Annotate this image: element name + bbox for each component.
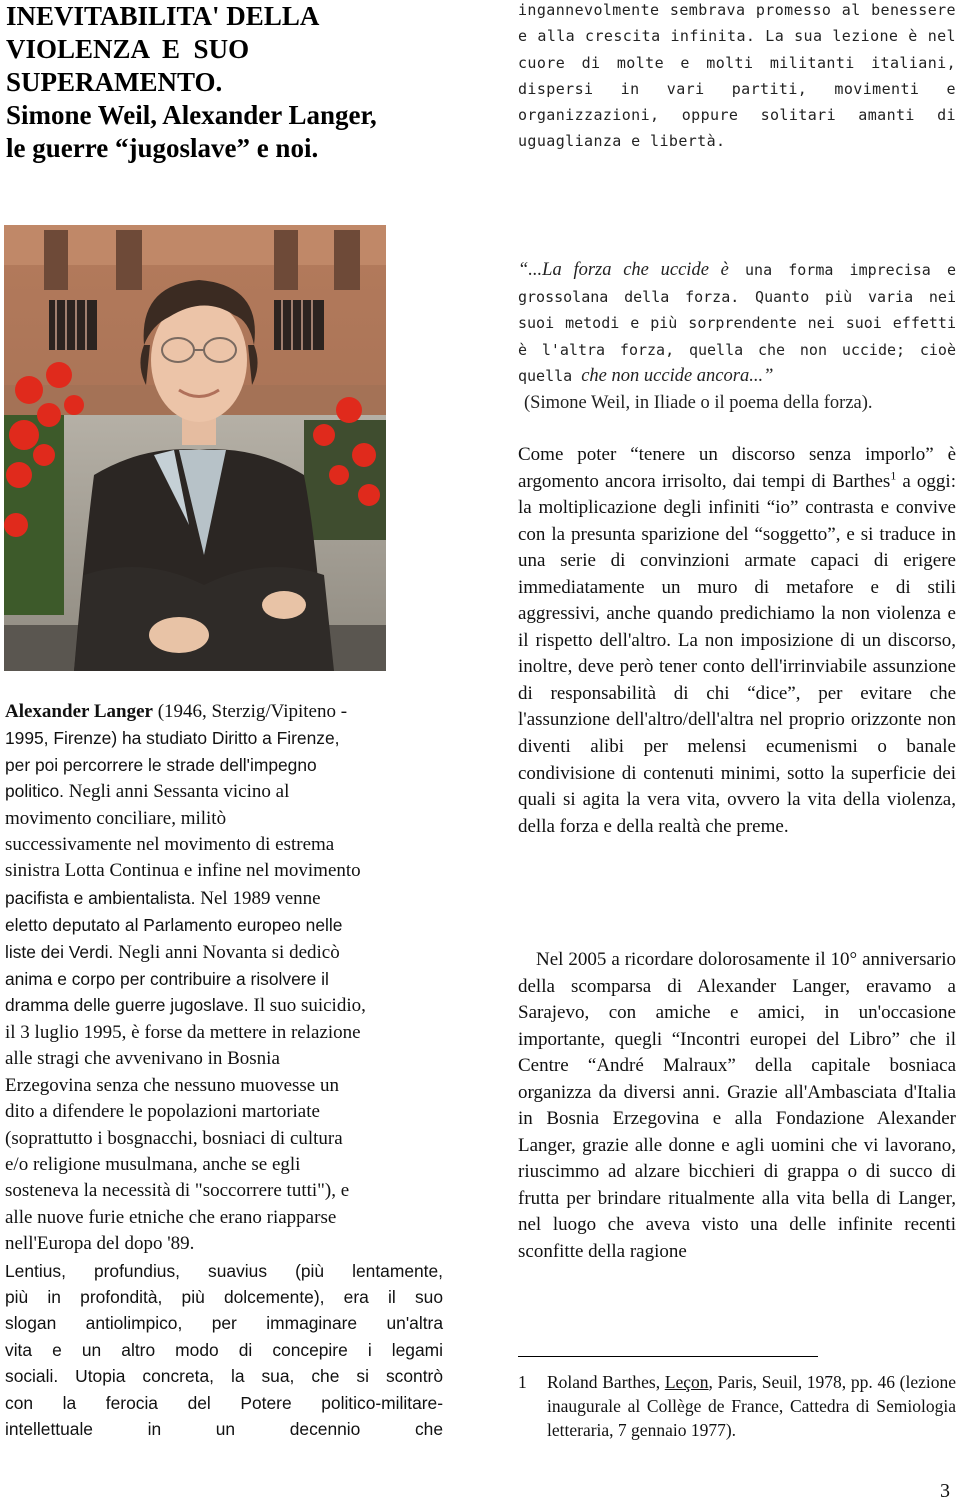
intro-paragraph: ingannevolmente sembrava promesso al benessere e alla crescita infinita. La sua lezione è nel cuore di molte e molti militanti italiani, dispersi in vari partiti, movimenti e organizzazioni, oppure solitari amanti di uguaglianza e libertà. [518, 1, 956, 151]
title-line: le guerre “jugoslave” e noi. [6, 133, 319, 163]
title-line: SUPERAMENTO. [6, 67, 223, 97]
body-paragraph-1: Come poter “tenere un discorso senza imporlo” è argomento ancora irrisolto, dai tempi di Barthes$^1$ a oggi: la moltiplicazione degli infiniti “io” contrasta e convive con la presunta sparizione del “soggetto”, e si traduce in una serie di convinzioni armate capaci di erigere immediatamente un muro di metafore e di stili aggressivi, anche quando predichiamo la non violenza e il rispetto dell'altro. La non imposizione di un discorso, inoltre, deve però tener conto dell'irrinviabile assunzione di responsabilità di chi “dice”, per evitare che l'assunzione dell'altro/dell'altra nel proprio orizzonte non diventi alibi per melensi ecumenismi o banale condivisione di contenuti minimi, sotto la superficie dei quali si agita la vera vita, ovvero la vita della violenza, della forza e della realtà che preme. [518, 444, 956, 837]
bio-caption: Alexander Langer (1946, Sterzig/Vipiteno - 1995, Firenze) ha studiato Diritto a Firenze, per poi percorrere le strade dell'impegno politico. Negli anni Sessanta vicino al movimento conciliare, militò successivamente nel movimento di estrema sinistra Lotta Continua e infine nel movimento pacifista e ambientalista. Nel 1989 venne eletto deputato al Parlamento europeo nelle liste dei Verdi. Negli anni Novanta si dedicò anima e corpo per contribuire a risolvere il dramma delle guerre jugoslave. Il suo suicidio, il 3 luglio 1995, è forse da mettere in relazione alle stragi che avvenivano in Bosnia Erzegovina senza che nessuno muovesse un dito a difendere le popolazioni martoriate (soprattutto i bosgnacchi, bosniaci di cultura e/o religione musulmana, anche se egli sosteneva la necessità di "soccorrere tutti"), e alle nuove furie etniche che erano riapparse nell'Europa del dopo '89. Lentius, profundius, suavius (più lentamente, più in profondità, più dolcemente), era il suo slogan antiolimpico, per immaginare un'altra vita e un altro modo di concepire i legami sociali. Utopia concreta, la sua, che si scontrò con la ferocia del Potere politico-militare- intellettuale in un decennio che [5, 701, 443, 1439]
title-line: VIOLENZA E SUO [6, 34, 250, 64]
bio-name: Alexander Langer [5, 701, 153, 722]
weil-quote: “...La forza che uccide è una forma imprecisa e grossolana della forza. Quanto più varia nei suoi metodi e più sorprendente nei suoi effetti è l'altra forza, quella che non uccide; cioè quella che non uccide ancora...” (Simone Weil, in Iliade o il poema della forza). [518, 257, 956, 416]
title-line: INEVITABILITA' DELLA [6, 1, 320, 31]
footnote-ref[interactable]: 1 [890, 468, 897, 483]
footnote: 1 Roland Barthes, Leçon, Paris, Seuil, 1978, pp. 46 (lezione inaugurale al Collège de France, Cattedra di Semiologia letteraria, 7 gennaio 1977). [518, 1372, 957, 1441]
quote-italic-open: “...La forza che uccide è [518, 260, 729, 280]
article-title [6, 0, 436, 165]
footnote-book-title: Leçon [664, 1372, 709, 1392]
title-line: Simone Weil, Alexander Langer, [6, 100, 377, 130]
footnote-number: 1 [518, 1372, 527, 1392]
quote-italic-close: che non uccide ancora...” [581, 366, 774, 386]
portrait-photo [4, 225, 386, 671]
quote-source: (Simone Weil, in Iliade o il poema della forza). [524, 392, 873, 413]
page-number: 3 [940, 1480, 950, 1502]
body-paragraph-2: Nel 2005 a ricordare dolorosamente il 10° anniversario della scomparsa di Alexander Langer, eravamo a Sarajevo, con amiche e amici, in un'occasione importante, quegli “Incontri europei del Libro” che il Centre “André Malraux” della capitale bosniaca organizza da diversi anni. Grazie all'Ambasciata d'Italia in Bosnia Erzegovina e alla Fondazione Alexander Langer, grazie alle donne e agli uomini che vi lavorano, riuscimmo ad alzare bicchieri di grappa o di succo di frutta per brindare ritualmente alla vita bella di Langer, nel luogo che aveva visto una delle infinite recenti sconfitte della ragione [518, 949, 956, 1263]
footnote-separator [518, 1356, 818, 1357]
